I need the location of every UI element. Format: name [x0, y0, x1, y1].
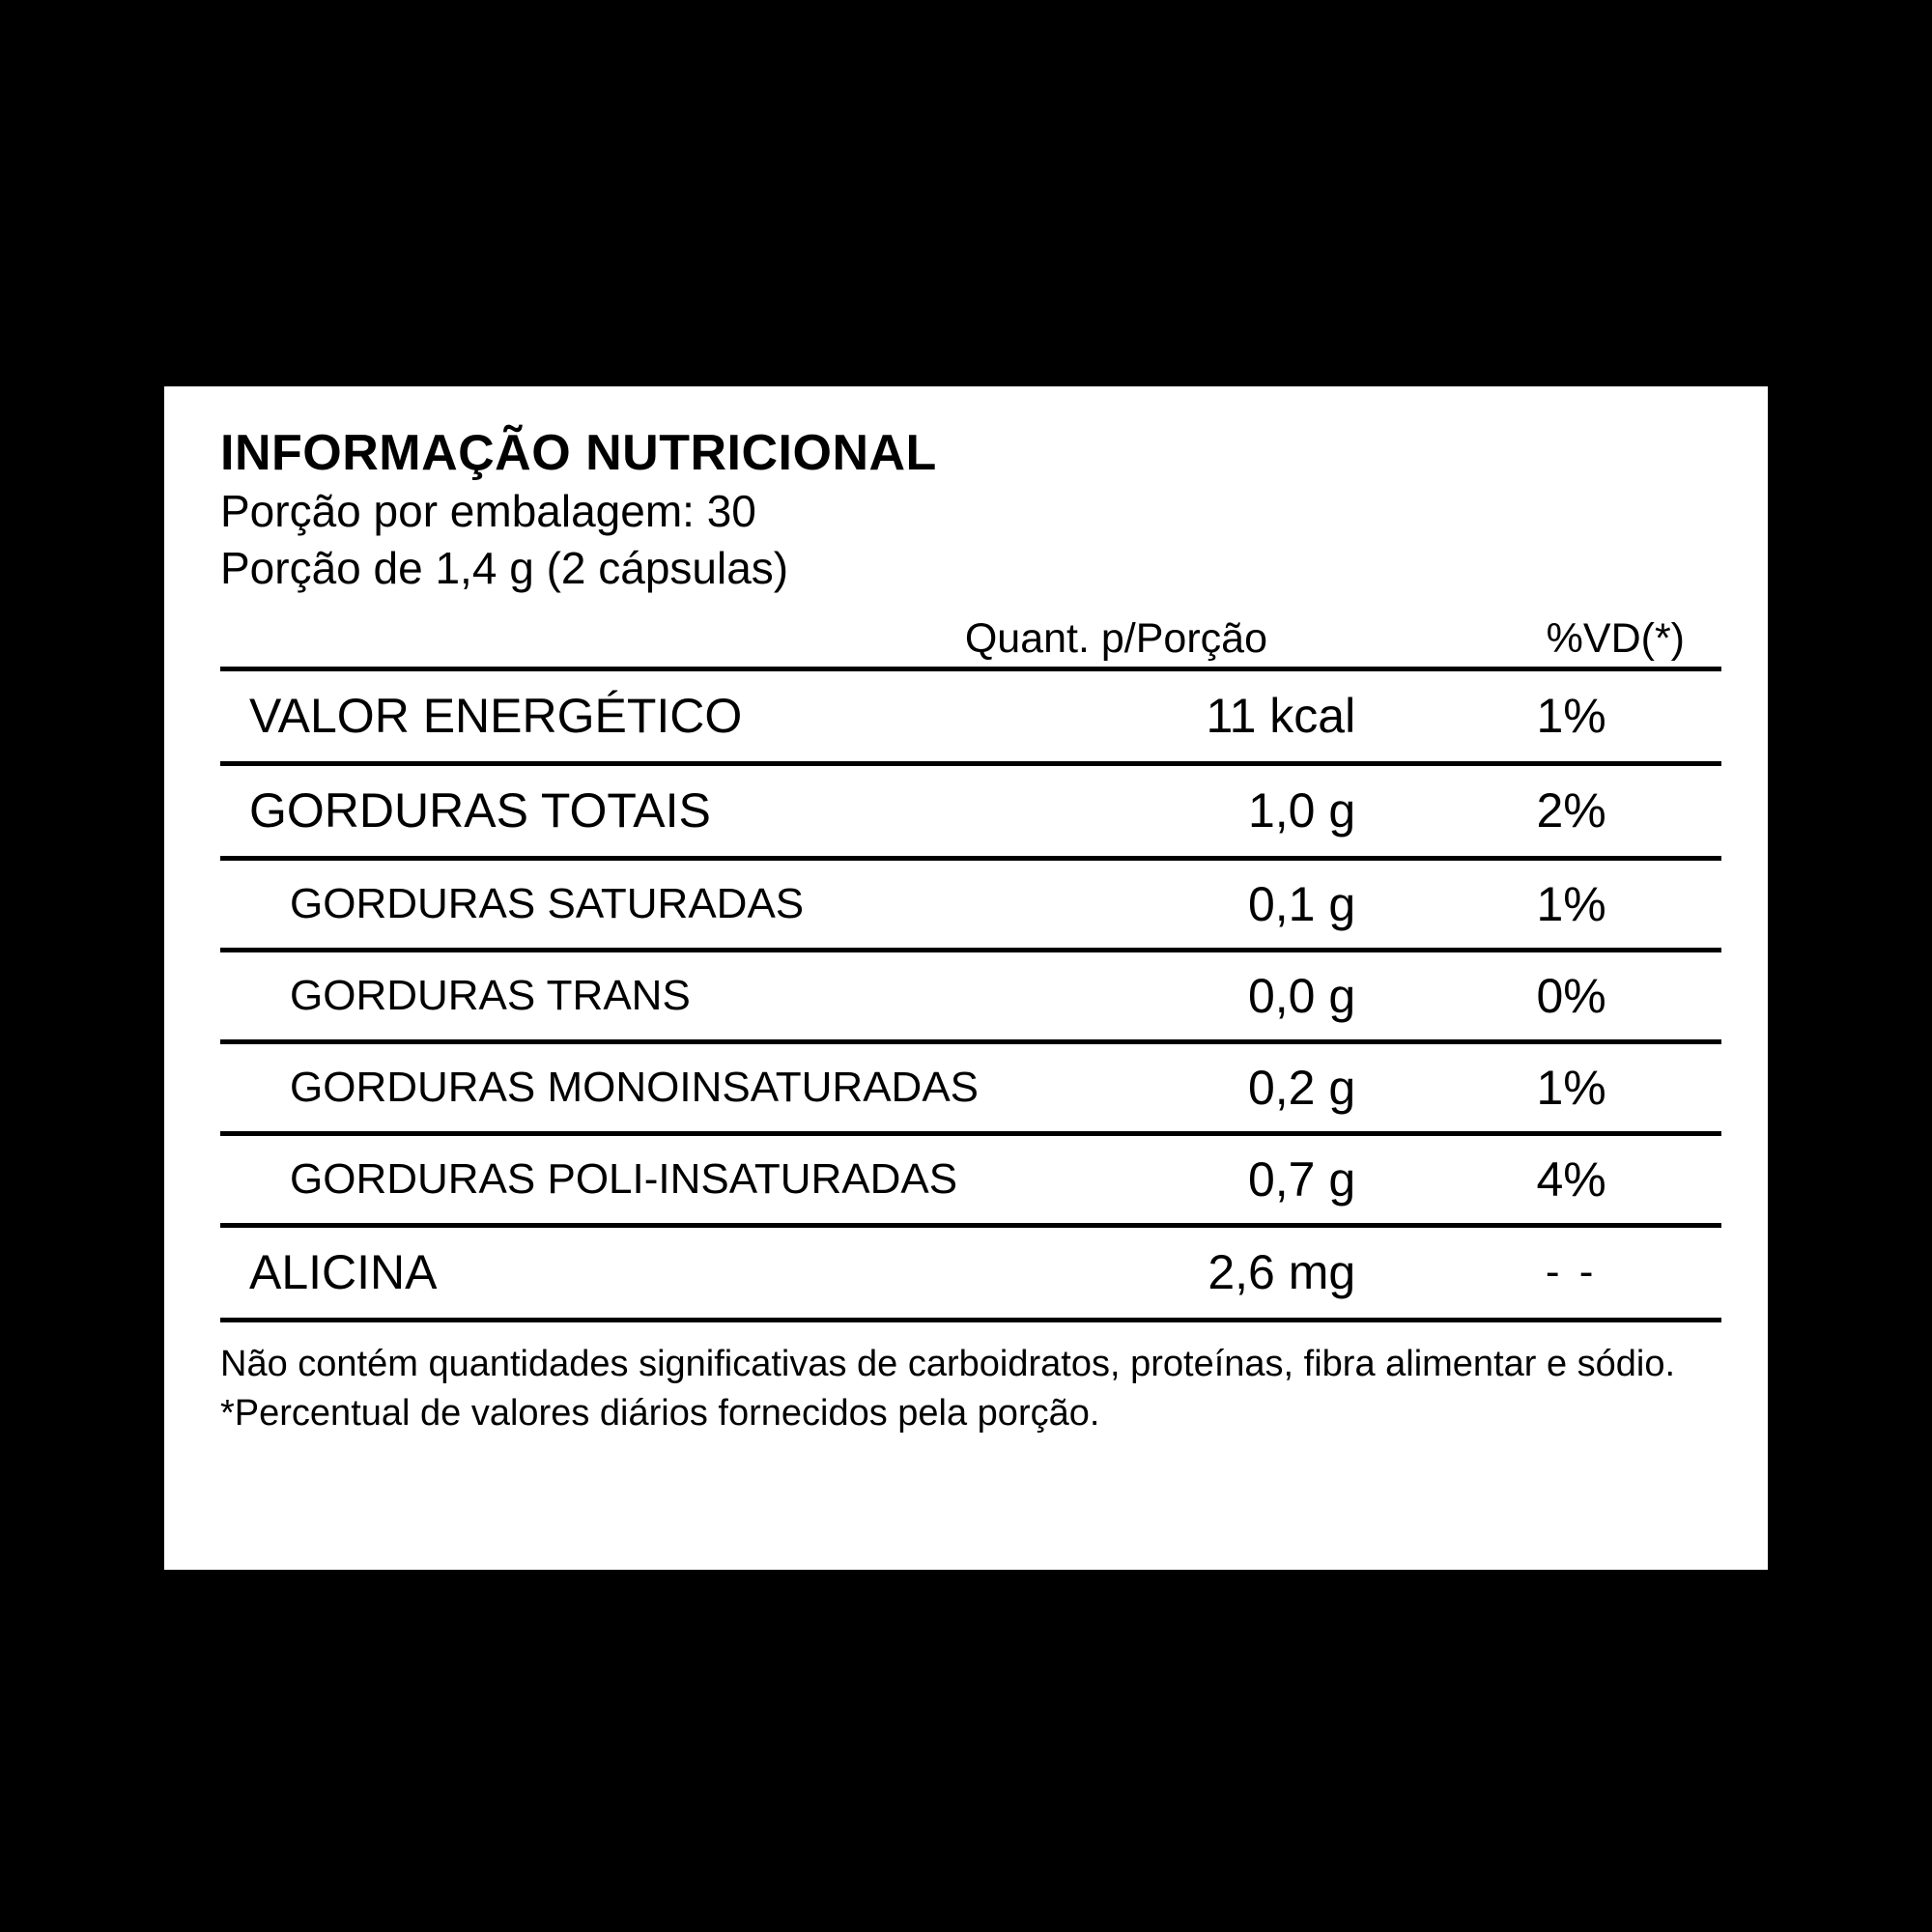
servings-per-package: Porção por embalagem: 30 — [220, 485, 756, 536]
nutrient-quantity: 1,0 g — [1001, 763, 1421, 858]
nutrient-quantity: 0,2 g — [1001, 1041, 1421, 1133]
nutrient-name: VALOR ENERGÉTICO — [220, 668, 1001, 763]
nutrient-daily-value: - - — [1421, 1225, 1721, 1318]
table-row — [220, 950, 1721, 1041]
table-row — [220, 858, 1721, 950]
table-row — [220, 1225, 1721, 1318]
nutrition-label-title: INFORMAÇÃO NUTRICIONAL — [220, 425, 937, 481]
nutrition-footnote: Não contém quantidades significativas de carboidratos, proteínas, fibra alimentar e sódio. *Percentual de valores diários fornecidos pela porção. — [220, 1344, 1676, 1434]
nutrient-daily-value: 4% — [1421, 1133, 1721, 1225]
table-row — [220, 668, 1721, 763]
nutrient-name: GORDURAS TRANS — [220, 950, 1001, 1041]
nutrition-table — [220, 667, 1721, 1319]
nutrient-quantity: 11 kcal — [1001, 668, 1421, 763]
table-row — [220, 1133, 1721, 1225]
column-header-daily-value: %VD(*) — [1546, 614, 1685, 662]
table-bottom-rule — [220, 1318, 1721, 1322]
nutrient-daily-value: 1% — [1421, 1041, 1721, 1133]
nutrient-name: GORDURAS POLI-INSATURADAS — [220, 1133, 1001, 1225]
nutrient-daily-value: 1% — [1421, 668, 1721, 763]
nutrient-name: GORDURAS SATURADAS — [220, 858, 1001, 950]
nutrient-daily-value: 2% — [1421, 763, 1721, 858]
column-header-quantity: Quant. p/Porção — [964, 614, 1267, 662]
nutrient-quantity: 0,1 g — [1001, 858, 1421, 950]
table-row — [220, 1041, 1721, 1133]
nutrient-daily-value: 1% — [1421, 858, 1721, 950]
table-row — [220, 763, 1721, 858]
nutrient-daily-value: 0% — [1421, 950, 1721, 1041]
nutrition-label-content — [220, 425, 1721, 1550]
nutrition-table-body — [220, 668, 1721, 1318]
nutrition-label-panel — [164, 386, 1768, 1570]
column-header-row — [220, 603, 1721, 663]
nutrient-quantity: 0,7 g — [1001, 1133, 1421, 1225]
nutrient-name: GORDURAS TOTAIS — [220, 763, 1001, 858]
nutrient-name: GORDURAS MONOINSATURADAS — [220, 1041, 1001, 1133]
serving-size: Porção de 1,4 g (2 cápsulas) — [220, 542, 789, 593]
nutrient-quantity: 0,0 g — [1001, 950, 1421, 1041]
nutrient-name: ALICINA — [220, 1225, 1001, 1318]
nutrient-quantity: 2,6 mg — [1001, 1225, 1421, 1318]
